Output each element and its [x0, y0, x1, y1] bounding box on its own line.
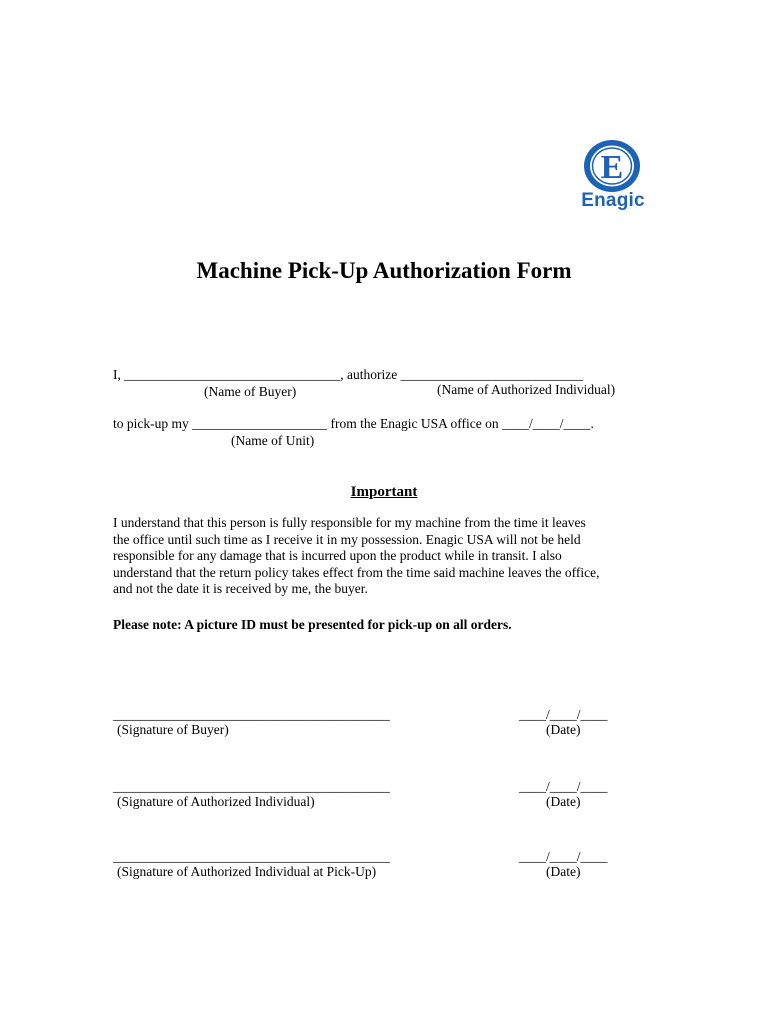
authorization-line-2: to pick-up my ____________________ from the Enagic USA office on ____/____/____. [113, 416, 594, 431]
date-line-pickup: ____/____/____ [519, 849, 608, 864]
name-of-unit-caption: (Name of Unit) [231, 433, 315, 448]
picture-id-note: Please note: A picture ID must be presented for pick-up on all orders. [113, 617, 512, 632]
signature-label-pickup: (Signature of Authorized Individual at Pick-Up) [117, 864, 377, 879]
date-line-authorized: ____/____/____ [519, 779, 608, 794]
enagic-logo-icon [582, 138, 642, 194]
paragraph-line: the office until such time as I receive it in my possession. Enagic USA will not be held [113, 531, 581, 547]
date-label-pickup: (Date) [546, 864, 581, 879]
paragraph-line: I understand that this person is fully responsible for my machine from the time it leaves [113, 515, 586, 530]
logo-mark: E [600, 149, 624, 186]
paragraph-line: responsible for any damage that is incurred upon the product while in transit. I also [113, 548, 562, 564]
paragraph-line: and not the date it is received by me, the buyer. [113, 581, 368, 597]
authorization-line-1: I, ________________________________, authorize ___________________________ [113, 367, 583, 382]
signature-line-authorized: _________________________________________ [113, 779, 390, 794]
name-of-authorized-caption: (Name of Authorized Individual) [437, 382, 616, 397]
date-label-buyer: (Date) [546, 722, 581, 737]
date-line-buyer: ____/____/____ [519, 707, 608, 722]
enagic-logo [573, 138, 653, 216]
signature-label-buyer: (Signature of Buyer) [117, 722, 229, 737]
important-paragraph [113, 515, 673, 598]
name-of-buyer-caption: (Name of Buyer) [204, 384, 297, 399]
signature-line-buyer: _________________________________________ [113, 707, 390, 722]
paragraph-line: understand that the return policy takes effect from the time said machine leaves the office, [113, 564, 600, 580]
date-label-authorized: (Date) [546, 794, 581, 809]
important-heading: Important [350, 484, 418, 500]
signature-line-pickup: _________________________________________ [113, 849, 390, 864]
signature-label-authorized: (Signature of Authorized Individual) [117, 794, 315, 809]
page-title: Machine Pick-Up Authorization Form [196, 258, 572, 283]
logo-brand-text: Enagic [581, 190, 645, 211]
